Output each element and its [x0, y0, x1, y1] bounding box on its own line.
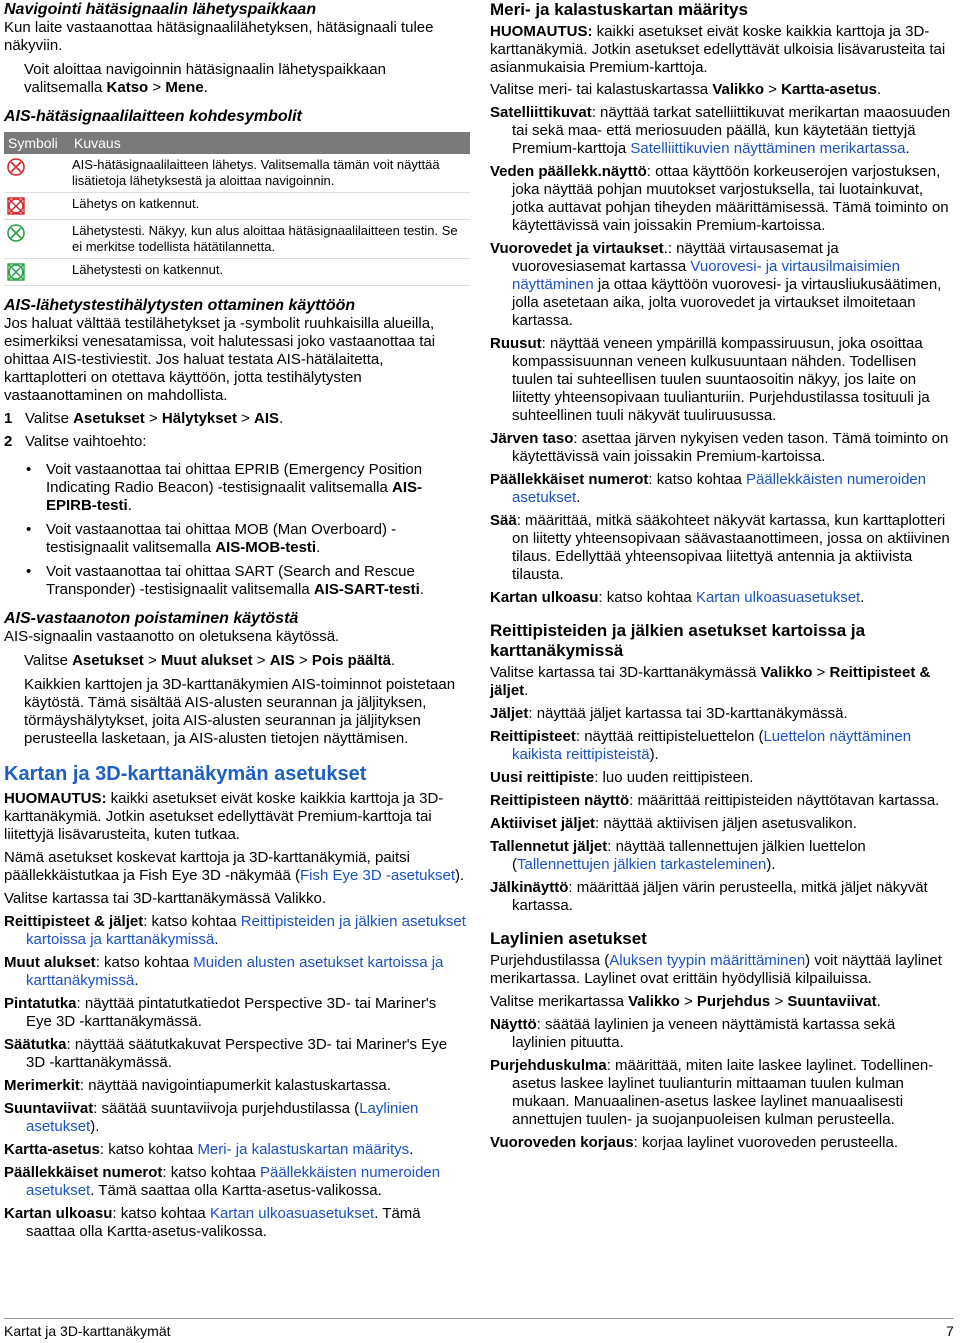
left-column — [4, 0, 466, 1241]
heading-ais-off: AIS-vastaanoton poistaminen käytöstä — [4, 610, 299, 627]
paragraph: Kun laite vastaanottaa hätäsignaalilähetyksen, hätäsignaali tulee näkyviin. — [4, 19, 434, 54]
paragraph: Purjehdustilassa (Aluksen tyypin määrittäminen) voit näyttää laylinet merikartassa. Laylinet ovat erittäin hyödyllisiä kilpailuissa. — [490, 952, 942, 987]
setting-text-tail: . — [860, 589, 865, 606]
heading-laylines: Laylinien asetukset — [490, 929, 647, 948]
setting-label: Tallennetut jäljet — [490, 838, 608, 855]
left-settings-list — [4, 913, 466, 1241]
paragraph: AIS-signaalin vastaanotto on oletuksena käytössä. — [4, 628, 340, 645]
cross-reference-link[interactable]: Vuorovesi- ja virtausilmaisimien näyttäminen — [512, 258, 900, 293]
setting-item — [4, 1100, 466, 1136]
layline-settings-list — [490, 1016, 952, 1152]
setting-text: : määrittää jäljen värin perusteella, mitkä jäljet näkyvät kartassa. — [512, 879, 928, 914]
setting-text: : katso kohtaa — [95, 954, 194, 971]
setting-item — [490, 815, 952, 833]
setting-label: Reittipisteet & jäljet — [4, 913, 144, 930]
setting-text: : luo uuden reittipisteen. — [594, 769, 754, 786]
setting-label: Kartan ulkoasu — [4, 1205, 113, 1222]
cross-reference-link[interactable]: Laylinien asetukset — [26, 1100, 419, 1135]
description-cell: AIS-hätäsignaalilaitteen lähetys. Valitsemalla tämän voit näyttää lisätietoja lähetyksestä ja aloittaa navigoinnin. — [70, 154, 470, 193]
paragraph: Valitse meri- tai kalastuskartassa Valikko > Kartta-asetus. — [490, 81, 882, 98]
setting-label: Ruusut — [490, 335, 542, 352]
setting-text-tail: . — [905, 140, 910, 157]
chart-settings-list — [490, 104, 952, 607]
setting-text: : näyttää aktiivisen jäljen asetusvalikon. — [595, 815, 857, 832]
cross-reference-link[interactable]: Luettelon näyttäminen kaikista reittipisteistä — [512, 728, 912, 763]
link-vessel-type[interactable]: Aluksen tyypin määrittäminen — [609, 952, 806, 969]
circle-x-icon — [6, 157, 68, 177]
step-1: 1 Valitse Asetukset > Hälytykset > AIS. — [4, 410, 284, 427]
setting-item — [490, 1057, 952, 1129]
footer-divider — [4, 1318, 954, 1319]
page-number: 7 — [946, 1323, 954, 1339]
cross-reference-link[interactable]: Päällekkäisten numeroiden asetukset — [512, 471, 927, 506]
heading-test-alerts: AIS-lähetystestihälytysten ottaminen käyttöön — [4, 297, 356, 314]
setting-item — [490, 512, 952, 584]
setting-label: Reittipisteet — [490, 728, 576, 745]
setting-item — [490, 1016, 952, 1052]
symbol-cell — [4, 220, 70, 259]
setting-text: : määrittää, mitkä sääkohteet näkyvät kartassa, kun karttaplotteri on liitetty yhteensopivaan säävastaanottimeen, jossa on aktiivinen tilaus. Edellyttää yhteensopivaa liitettyä antennia ja aktiivista tilausta. — [512, 512, 950, 583]
setting-label: Satelliittikuvat — [490, 104, 592, 121]
setting-item — [4, 954, 466, 990]
setting-item — [490, 240, 952, 330]
setting-text: : näyttää säätutkakuvat Perspective 3D- tai Mariner's Eye 3D -karttanäkymässä. — [26, 1036, 448, 1071]
table-row — [4, 259, 470, 286]
setting-item — [4, 1077, 466, 1095]
setting-text: : näyttää tallennettujen jälkien luettelon ( — [512, 838, 866, 873]
heading-ais-symbols: AIS-hätäsignaalilaitteen kohdesymbolit — [4, 108, 302, 125]
setting-label: Vuoroveden korjaus — [490, 1134, 634, 1151]
setting-text-tail: . — [576, 489, 581, 506]
setting-item — [4, 1036, 466, 1072]
symbol-cell — [4, 193, 70, 220]
bullet-sart: • Voit vastaanottaa tai ohittaa SART (Search and Rescue Transponder) -testisignaalit valitsemalla AIS-SART-testi. — [26, 563, 424, 598]
setting-label: Purjehduskulma — [490, 1057, 607, 1074]
setting-text-tail: . Tämä saattaa olla Kartta-asetus-valikossa. — [26, 1205, 421, 1240]
setting-item — [4, 995, 466, 1031]
setting-label: Suuntaviivat — [4, 1100, 94, 1117]
symbol-table — [4, 132, 470, 286]
table-row — [4, 154, 470, 193]
setting-item — [490, 792, 952, 810]
setting-label: Näyttö — [490, 1016, 537, 1033]
paragraph: Voit aloittaa navigoinnin hätäsignaalin lähetyspaikkaan valitsemalla Katso > Mene. — [24, 61, 386, 96]
cross-reference-link[interactable]: Päällekkäisten numeroiden asetukset — [26, 1164, 441, 1199]
setting-item — [4, 913, 466, 949]
footer-section-title: Kartat ja 3D-karttanäkymät — [4, 1323, 171, 1339]
setting-item — [490, 1134, 952, 1152]
heading-reittipisteet: Reittipisteiden ja jälkien asetukset kartoissa ja karttanäkymissä — [490, 621, 866, 660]
setting-label: Kartan ulkoasu — [490, 589, 599, 606]
setting-item — [490, 335, 952, 425]
setting-text-tail: . Tämä saattaa olla Kartta-asetus-valikossa. — [90, 1182, 382, 1199]
setting-text: : säätää laylinien ja veneen näyttämistä kartassa sekä laylinien pituutta. — [512, 1016, 896, 1051]
table-row — [4, 193, 470, 220]
table-row — [4, 220, 470, 259]
setting-text-tail: ). — [649, 746, 659, 763]
setting-label: Veden päällekk.näyttö — [490, 163, 647, 180]
setting-text: : katso kohtaa — [598, 589, 696, 606]
setting-text: : määrittää reittipisteiden näyttötavan kartassa. — [629, 792, 940, 809]
setting-text: : näyttää veneen ympärillä kompassiruusun, joka osoittaa kompassisuunnan veneen kulkusuuntaan nähden. Todellisen tuulen tai suhteellisen tuulen suuntaosoitin näkyy, jos laite on liitetty yhteensopivaan tuulianturiin. Purjehdustilassa tosituuli ja suhteellinen tuuli näkyvät tuuliruusussa. — [512, 335, 930, 424]
paragraph: Valitse kartassa tai 3D-karttanäkymässä Valikko > Reittipisteet & jäljet. — [490, 664, 931, 699]
setting-text: : näyttää reittipisteluettelon ( — [575, 728, 764, 745]
setting-label: Merimerkit — [4, 1077, 80, 1094]
setting-text-tail: . — [409, 1141, 414, 1158]
paragraph: Jos haluat välttää testilähetykset ja -symbolit ruuhkaisilla alueilla, esimerkiksi venesatamissa, voit halutessasi joko vastaanottaa tai ohittaa AIS-testiviestit. Jos haluat testata AIS-hätälaitetta, karttaplotteri on otettava käyttöön, jotta testihälytysten vastaanottaminen on mahdollista. — [4, 315, 436, 404]
paragraph: Valitse merikartassa Valikko > Purjehdus > Suuntaviivat. — [490, 993, 881, 1010]
setting-text: : katso kohtaa — [99, 1141, 198, 1158]
paragraph: Kaikkien karttojen ja 3D-karttanäkymien AIS-toiminnot poistetaan käytöstä. Tämä sisältää AIS-alusten seurannan ja jäljityksen, törmäyshälytykset, joita AIS-alusten seurannan ja jäljityksen perusteella lasketaan, ja AIS-alusten tietojen näyttämisen. — [24, 676, 456, 747]
square-x-icon — [6, 262, 68, 282]
setting-item — [490, 879, 952, 915]
setting-label: Muut alukset — [4, 954, 96, 971]
setting-text: : katso kohtaa — [143, 913, 241, 930]
cross-reference-link[interactable]: Kartan ulkoasuasetukset — [209, 1205, 375, 1222]
setting-item — [490, 769, 952, 787]
setting-label: Reittipisteen näyttö — [490, 792, 630, 809]
right-column — [490, 0, 952, 1152]
setting-text: : katso kohtaa — [112, 1205, 210, 1222]
paragraph: Valitse kartassa tai 3D-karttanäkymässä Valikko. — [4, 890, 327, 907]
description-cell: Lähetystesti on katkennut. — [70, 259, 470, 286]
setting-text: : katso kohtaa — [162, 1164, 260, 1181]
setting-label: Uusi reittipiste — [490, 769, 595, 786]
setting-text: : katso kohtaa — [648, 471, 746, 488]
setting-item — [4, 1164, 466, 1200]
heading-meri-kalastus: Meri- ja kalastuskartan määritys — [490, 0, 748, 19]
square-x-icon — [6, 196, 68, 216]
setting-item — [490, 430, 952, 466]
setting-item — [4, 1141, 466, 1159]
setting-text: : näyttää navigointiapumerkit kalastuskartassa. — [79, 1077, 391, 1094]
cross-reference-link[interactable]: Tallennettujen jälkien tarkasteleminen — [517, 856, 767, 873]
paragraph: Valitse Asetukset > Muut alukset > AIS > Pois päältä. — [24, 652, 396, 669]
waypoint-settings-list — [490, 705, 952, 915]
setting-label: Päällekkäiset numerot — [4, 1164, 163, 1181]
bullet-mob: • Voit vastaanottaa tai ohittaa MOB (Man Overboard) -testisignaalit valitsemalla AIS-MOB-testi. — [26, 521, 397, 556]
setting-text: : säätää suuntaviivoja purjehdustilassa ( — [93, 1100, 360, 1117]
link-fish-eye[interactable]: Fish Eye 3D -asetukset — [299, 867, 456, 884]
paragraph: Nämä asetukset koskevat karttoja ja 3D-karttanäkymiä, paitsi päällekkäistutkaa ja Fish Eye 3D -näkymää (Fish Eye 3D -asetukset). — [4, 849, 465, 884]
note: HUOMAUTUS: kaikki asetukset eivät koske kaikkia karttoja ja 3D-karttanäkymiä. Jotkin asetukset edellyttävät ulkoisia lisävarusteita tai asianmukaisia Premium-karttoja. — [490, 23, 946, 76]
setting-text: : näyttää jäljet kartassa tai 3D-karttanäkymässä. — [528, 705, 848, 722]
setting-text-tail: . — [134, 972, 139, 989]
setting-item — [490, 838, 952, 874]
bullet-epirb: • Voit vastaanottaa tai ohittaa EPRIB (Emergency Position Indicating Radio Beacon) -testisignaalit valitsemalla AIS-EPIRB-testi. — [26, 461, 423, 514]
setting-item — [490, 471, 952, 507]
table-header-description: Kuvaus — [70, 132, 470, 154]
setting-label: Pintatutka — [4, 995, 77, 1012]
cross-reference-link[interactable]: Satelliittikuvien näyttäminen merikartassa — [630, 140, 906, 157]
setting-item — [490, 104, 952, 158]
setting-item — [490, 705, 952, 723]
circle-x-icon — [6, 223, 68, 243]
setting-text-tail: . — [214, 931, 219, 948]
setting-label: Järven taso — [490, 430, 574, 447]
setting-text: : näyttää tarkat satelliittikuvat merikartan maaosuuden tai sekä maa- että meriosuuden päällä, kun käytetään tiettyjä Premium-karttoja — [512, 104, 951, 157]
setting-item — [4, 1205, 466, 1241]
heading-map-settings: Kartan ja 3D-karttanäkymän asetukset — [4, 763, 367, 785]
setting-item — [490, 163, 952, 235]
symbol-cell — [4, 259, 70, 286]
setting-text: : määrittää, miten laite laskee laylinet. Todellinen-asetus laskee laylinet tuulianturin mittaaman tuulen kulman mukaan. Manuaalinen-asetus laskee laylinet manuaalisesti annettujen tuulen- ja suojanpuoleisen kulman perusteella. — [512, 1057, 934, 1128]
setting-text: : näyttää pintatutkatiedot Perspective 3D- tai Mariner's Eye 3D -karttanäkymässä. — [26, 995, 437, 1030]
note: HUOMAUTUS: kaikki asetukset eivät koske kaikkia karttoja ja 3D-karttanäkymiä. Jotkin asetukset edellyttävät Premium-karttoja tai liitettyjä lisävarusteita, kuten tutkaa. — [4, 790, 444, 843]
setting-text: .: näyttää virtausasemat ja vuorovesiasemat kartassa — [512, 240, 839, 275]
heading-navigate-distress: Navigointi hätäsignaalin lähetyspaikkaan — [4, 1, 317, 18]
description-cell: Lähetystesti. Näkyy, kun alus aloittaa hätäsignaalilaitteen testin. Se ei merkitse todellista hätätilannetta. — [70, 220, 470, 259]
setting-label: Säätutka — [4, 1036, 67, 1053]
description-cell: Lähetys on katkennut. — [70, 193, 470, 220]
setting-item — [490, 589, 952, 607]
setting-text-tail: ja ottaa käyttöön vuorovesi- ja virtausliukusäätimen, jolla asetetaan aika, jolta vuorovedet ja virtaukset ilmoitetaan kartassa. — [512, 276, 942, 329]
setting-label: Jäljet — [490, 705, 529, 722]
symbol-cell — [4, 154, 70, 193]
cross-reference-link[interactable]: Reittipisteiden ja jälkien asetukset kartoissa ja karttanäkymissä — [26, 913, 466, 948]
cross-reference-link[interactable]: Meri- ja kalastuskartan määritys — [197, 1141, 410, 1158]
cross-reference-link[interactable]: Kartan ulkoasuasetukset — [695, 589, 861, 606]
setting-text-tail: ). — [766, 856, 776, 873]
setting-label: Vuorovedet ja virtaukset — [490, 240, 664, 257]
setting-text: : asettaa järven nykyisen veden tason. Tämä toiminto on käytettävissä vain joissakin Premium-kartoissa. — [512, 430, 949, 465]
setting-text-tail: ). — [90, 1118, 100, 1135]
cross-reference-link[interactable]: Muiden alusten asetukset kartoissa ja karttanäkymissä — [26, 954, 444, 989]
setting-label: Jälkinäyttö — [490, 879, 569, 896]
setting-label: Aktiiviset jäljet — [490, 815, 596, 832]
setting-label: Päällekkäiset numerot — [490, 471, 649, 488]
table-header-symbol: Symboli — [4, 132, 70, 154]
setting-item — [490, 728, 952, 764]
setting-text: : ottaa käyttöön korkeuserojen varjostuksen, joka näyttää pohjan muutokset varjostuksella, tai luotainkuvat, jotka auttavat pohjan tiheyden määrittämisessä. Tämä toiminto on käytettävissä vain joissakin Premium-kartoissa. — [512, 163, 949, 234]
setting-text: : korjaa laylinet vuoroveden perusteella. — [633, 1134, 898, 1151]
step-2: 2 Valitse vaihtoehto: — [4, 433, 147, 450]
setting-label: Sää — [490, 512, 517, 529]
setting-label: Kartta-asetus — [4, 1141, 100, 1158]
